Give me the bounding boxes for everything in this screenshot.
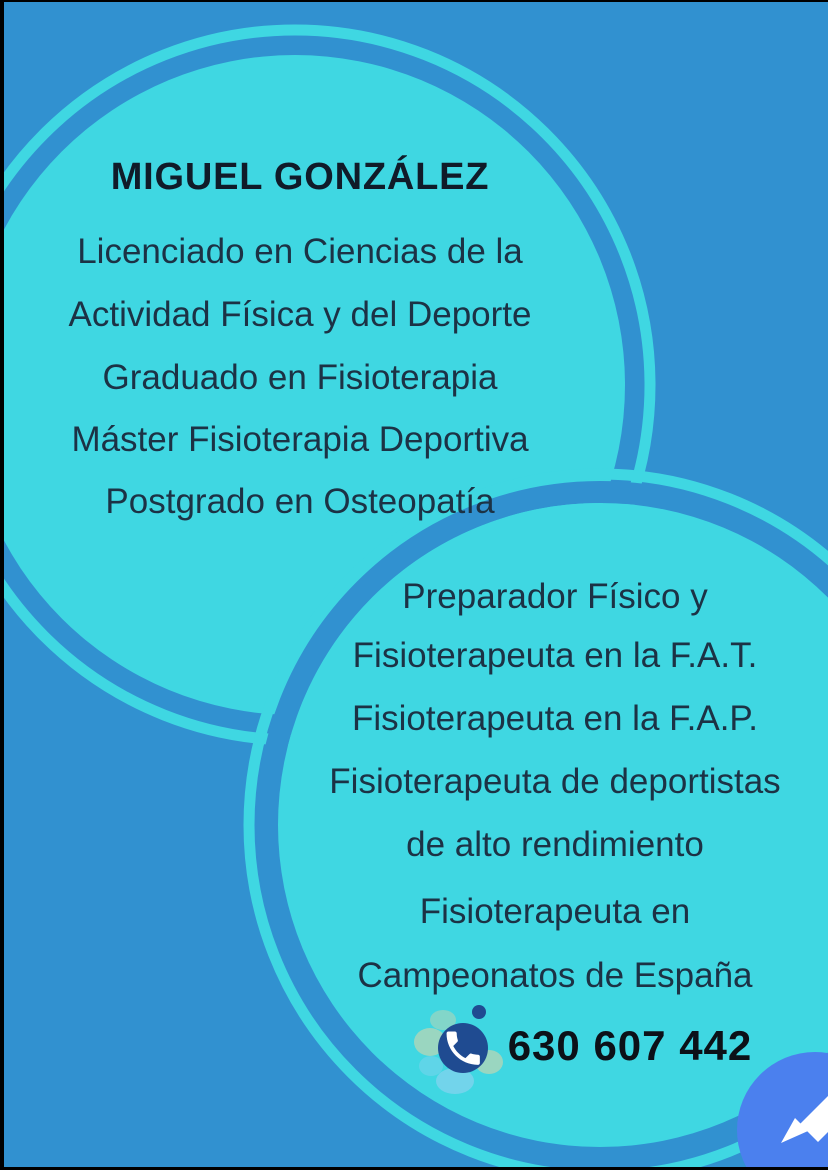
- credential-line: Licenciado en Ciencias de la: [77, 232, 523, 271]
- role-line: Campeonatos de España: [357, 956, 753, 995]
- credential-line: Máster Fisioterapia Deportiva: [71, 420, 529, 459]
- left-edge-bar: [0, 0, 4, 1170]
- credential-line: Actividad Física y del Deporte: [68, 295, 532, 334]
- phone-number: 630 607 442: [507, 1022, 753, 1069]
- credential-line: Postgrado en Osteopatía: [105, 482, 495, 521]
- role-line: Fisioterapeuta en la F.A.P.: [352, 699, 758, 738]
- role-line: Preparador Físico y: [402, 577, 708, 616]
- person-name: MIGUEL GONZÁLEZ: [110, 156, 490, 198]
- role-line: Fisioterapeuta en: [419, 892, 691, 931]
- phone-badge: [438, 1023, 488, 1073]
- credential-line: Graduado en Fisioterapia: [102, 358, 498, 397]
- phone-dot: [472, 1005, 486, 1019]
- role-line: Fisioterapeuta en la F.A.T.: [352, 636, 758, 675]
- role-line: Fisioterapeuta de deportistas: [329, 762, 781, 801]
- top-edge-bar: [0, 0, 828, 2]
- role-line: de alto rendimiento: [406, 825, 704, 864]
